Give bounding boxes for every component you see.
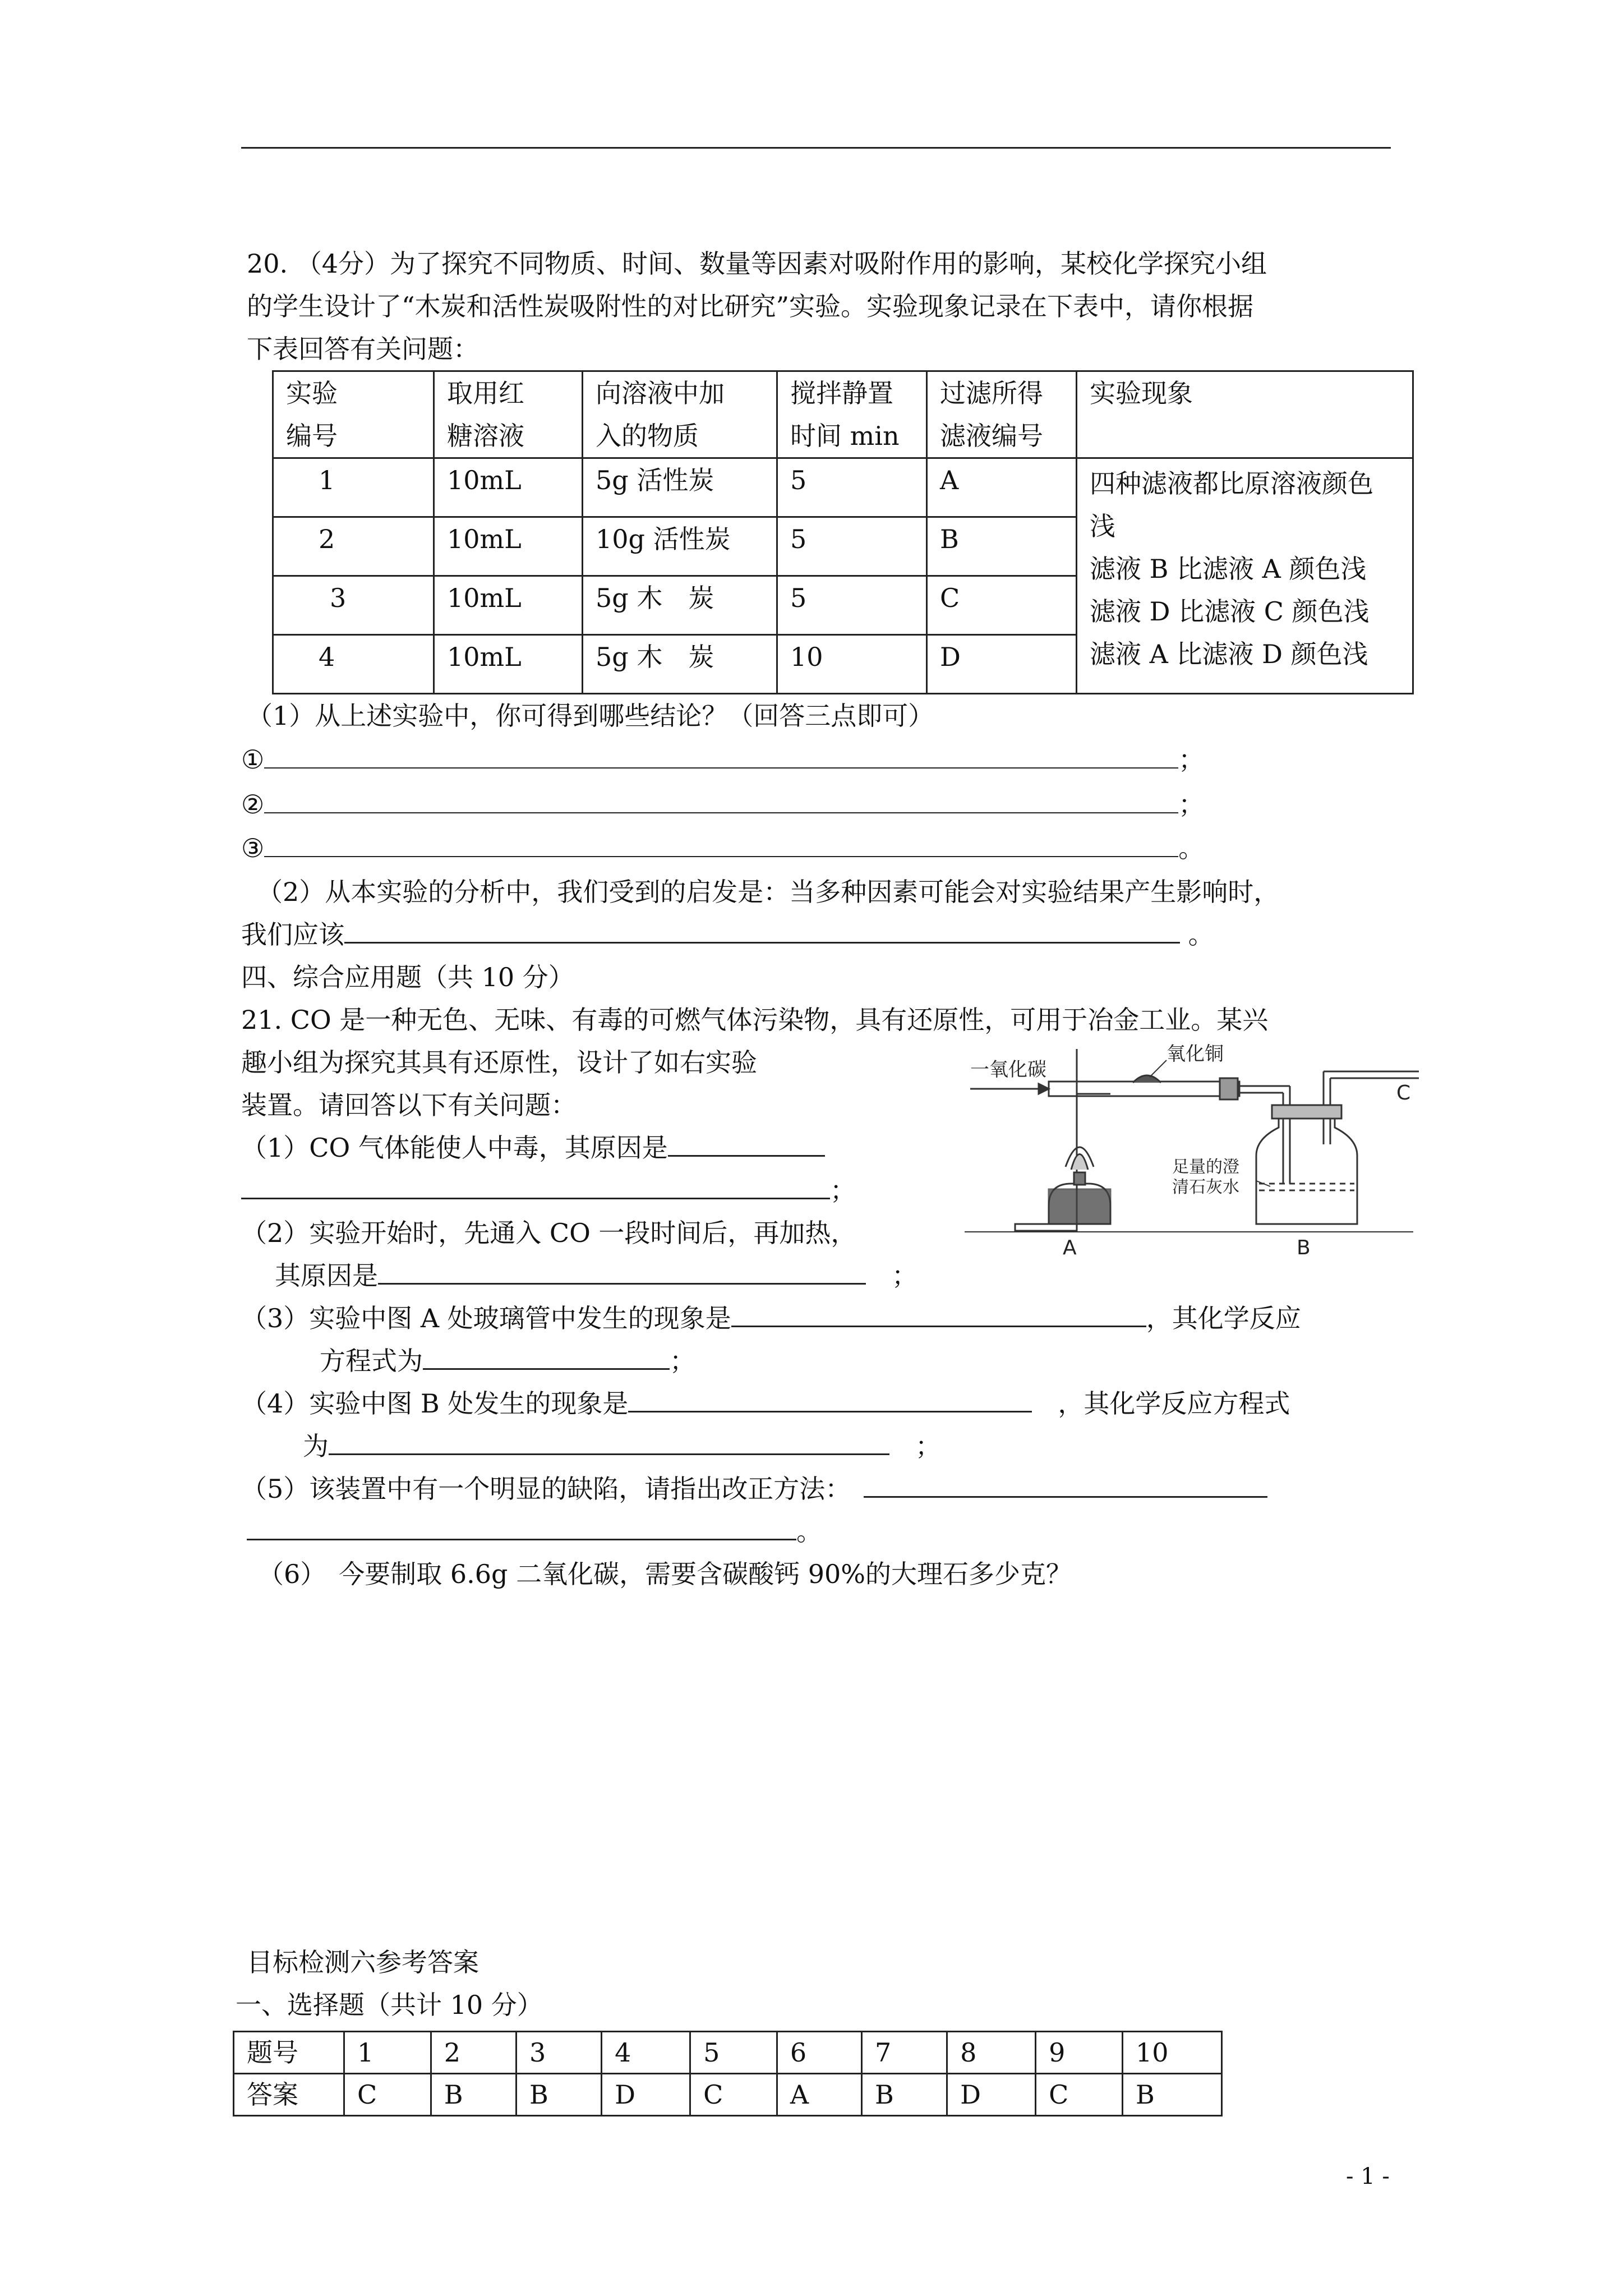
table-cell: 5 bbox=[777, 517, 927, 576]
answer-cell: C bbox=[690, 2074, 777, 2116]
q21-part3-line2: 方程式为 ； bbox=[320, 1346, 695, 1376]
stand-base bbox=[1015, 1224, 1077, 1231]
answer-key-title: 目标检测六参考答案 bbox=[247, 1947, 479, 1977]
q20-sub2-line2: 我们应该 。 bbox=[241, 919, 1214, 950]
answer-cell: 3 bbox=[516, 2032, 601, 2074]
table-cell: 10mL bbox=[434, 458, 583, 517]
table-cell: 5 bbox=[777, 458, 927, 517]
table-cell: 3 bbox=[273, 576, 434, 635]
conclusion-line-1: ① ； bbox=[241, 744, 1205, 775]
table-cell: 10mL bbox=[434, 517, 583, 576]
answer-cell: 6 bbox=[777, 2032, 861, 2074]
circled-two: ② bbox=[241, 789, 265, 820]
header-cell: 取用红 糖溶液 bbox=[434, 371, 583, 458]
answer-blank[interactable] bbox=[628, 1388, 1032, 1412]
header-cell: 过滤所得 滤液编号 bbox=[927, 371, 1077, 458]
q21-part5-line1: （5）该装置中有一个明显的缺陷，请指出改正方法： bbox=[241, 1467, 1267, 1510]
experiment-table bbox=[272, 370, 1414, 694]
table-cell: A bbox=[927, 458, 1077, 517]
q20-intro-line3: 下表回答有关问题： bbox=[247, 334, 479, 364]
table-cell: 10g 活性炭 bbox=[583, 517, 777, 576]
table-row bbox=[273, 458, 1413, 517]
answer-cell: B bbox=[1123, 2074, 1222, 2116]
table-cell: 10mL bbox=[434, 635, 583, 694]
phenomenon-line: 滤液 A 比滤液 D 颜色浅 bbox=[1090, 639, 1368, 669]
circled-one: ① bbox=[241, 744, 265, 775]
page-number: - 1 - bbox=[1346, 2164, 1390, 2189]
phenomenon-line: 四种滤液都比原溶液颜色 bbox=[1090, 468, 1373, 499]
q21-part1-continued: ； bbox=[241, 1169, 856, 1212]
co-reduction-apparatus-figure bbox=[965, 1043, 1424, 1257]
q20-intro-line1: 20. （4分）为了探究不同物质、时间、数量等因素对吸附作用的影响，某校化学探究小组 bbox=[247, 249, 1267, 279]
answer-cell: D bbox=[947, 2074, 1036, 2116]
answer-cell: C bbox=[1036, 2074, 1123, 2116]
answer-blank[interactable] bbox=[668, 1133, 825, 1157]
answer-cell: D bbox=[602, 2074, 690, 2116]
q21-intro-line2: 趣小组为探究其具有还原性，设计了如右实验 bbox=[241, 1047, 757, 1078]
answer-cell: B bbox=[516, 2074, 601, 2116]
header-cell: 向溶液中加 入的物质 bbox=[583, 371, 777, 458]
answer-blank[interactable] bbox=[241, 1175, 830, 1199]
q21-part1: （1）CO 气体能使人中毒，其原因是 bbox=[241, 1126, 825, 1169]
table-header-row bbox=[273, 371, 1413, 458]
limewater-label-line2: 清石灰水 bbox=[1172, 1177, 1239, 1197]
q21-part5-line2: 。 bbox=[247, 1510, 822, 1553]
conclusion-line-3: ③ 。 bbox=[241, 833, 1205, 863]
phenomena-cell bbox=[1077, 458, 1413, 694]
answer-blank[interactable] bbox=[864, 1474, 1267, 1498]
co-label: 一氧化碳 bbox=[970, 1059, 1046, 1081]
table-cell: 10mL bbox=[434, 576, 583, 635]
q21-intro-line3: 装置。请回答以下有关问题： bbox=[241, 1090, 577, 1120]
answer-section-one-heading: 一、选择题（共计 10 分） bbox=[236, 1990, 543, 2020]
answer-blank[interactable] bbox=[264, 790, 1178, 813]
table-cell: 4 bbox=[273, 635, 434, 694]
q20-sub1: （1）从上述实验中，你可得到哪些结论？（回答三点即可） bbox=[247, 701, 934, 731]
table-cell: 10 bbox=[777, 635, 927, 694]
answer-blank[interactable] bbox=[378, 1260, 866, 1285]
q21-part2-line2: 其原因是 ； bbox=[275, 1260, 917, 1291]
table-cell: D bbox=[927, 635, 1077, 694]
answer-blank[interactable] bbox=[423, 1346, 670, 1370]
phenomenon-line: 滤液 D 比滤液 C 颜色浅 bbox=[1090, 596, 1370, 627]
phenomenon-line: 浅 bbox=[1090, 511, 1115, 541]
answer-blank[interactable] bbox=[264, 745, 1178, 769]
section-four-heading: 四、综合应用题（共 10 分） bbox=[241, 962, 574, 992]
answer-cell: 4 bbox=[602, 2032, 690, 2074]
copper-oxide-label: 氧化铜 bbox=[1166, 1043, 1224, 1065]
answer-row-header: 题号 bbox=[234, 2032, 344, 2074]
answer-cell: A bbox=[777, 2074, 861, 2116]
answer-blank[interactable] bbox=[264, 834, 1178, 857]
table-cell: C bbox=[927, 576, 1077, 635]
answer-row-numbers bbox=[234, 2032, 1222, 2074]
q20-intro-line2: 的学生设计了“木炭和活性炭吸附性的对比研究”实验。实验现象记录在下表中，请你根据 bbox=[247, 291, 1254, 321]
q21-part2-line1: （2）实验开始时，先通入 CO 一段时间后，再加热， bbox=[241, 1218, 857, 1248]
q20-sub2-line1: （2）从本实验的分析中，我们受到的启发是：当多种因素可能会对实验结果产生影响时， bbox=[257, 877, 1280, 907]
answer-row-keys bbox=[234, 2074, 1222, 2116]
header-rule bbox=[241, 147, 1391, 149]
phenomenon-line: 滤液 B 比滤液 A 颜色浅 bbox=[1090, 554, 1367, 584]
answer-blank[interactable] bbox=[329, 1431, 889, 1455]
table-cell: 5g 木 炭 bbox=[583, 635, 777, 694]
label-b: B bbox=[1297, 1236, 1311, 1257]
q21-part4-line2: 为 ； bbox=[303, 1431, 941, 1461]
answer-blank[interactable] bbox=[731, 1303, 1146, 1327]
table-cell: 5g 木 炭 bbox=[583, 576, 777, 635]
q21-part3-line1: （3）实验中图 A 处玻璃管中发生的现象是 ，其化学反应 bbox=[241, 1303, 1301, 1333]
q21-part6: （6） 今要制取 6.6g 二氧化碳，需要含碳酸钙 90%的大理石多少克？ bbox=[258, 1559, 1072, 1589]
circled-three: ③ bbox=[241, 833, 265, 863]
answer-cell: C bbox=[344, 2074, 431, 2116]
answer-cell: 2 bbox=[431, 2032, 516, 2074]
answer-blank[interactable] bbox=[247, 1516, 796, 1540]
table-cell: 2 bbox=[273, 517, 434, 576]
answer-table bbox=[233, 2031, 1223, 2116]
table-cell: 5g 活性炭 bbox=[583, 458, 777, 517]
table-cell: 5 bbox=[777, 576, 927, 635]
label-c: C bbox=[1396, 1082, 1411, 1105]
answer-row-header: 答案 bbox=[234, 2074, 344, 2116]
answer-cell: B bbox=[431, 2074, 516, 2116]
answer-cell: 1 bbox=[344, 2032, 431, 2074]
label-a: A bbox=[1063, 1236, 1077, 1257]
header-cell: 实验 编号 bbox=[273, 371, 434, 458]
table-cell: 1 bbox=[273, 458, 434, 517]
answer-cell: 10 bbox=[1123, 2032, 1222, 2074]
q21-part4-line1: （4）实验中图 B 处发生的现象是 ，其化学反应方程式 bbox=[241, 1388, 1290, 1419]
answer-cell: 8 bbox=[947, 2032, 1036, 2074]
table-cell: B bbox=[927, 517, 1077, 576]
conclusion-line-2: ② ； bbox=[241, 789, 1205, 820]
answer-cell: 7 bbox=[861, 2032, 947, 2074]
answer-cell: 5 bbox=[690, 2032, 777, 2074]
answer-cell: 9 bbox=[1036, 2032, 1123, 2074]
answer-blank[interactable] bbox=[344, 919, 1180, 944]
header-cell: 搅拌静置 时间 min bbox=[777, 371, 927, 458]
header-cell: 实验现象 bbox=[1077, 371, 1413, 458]
limewater-label-line1: 足量的澄 bbox=[1172, 1157, 1239, 1177]
q21-intro-line1: 21. CO 是一种无色、无味、有毒的可燃气体污染物，具有还原性，可用于冶金工业。某兴 bbox=[241, 1005, 1269, 1035]
answer-cell: B bbox=[861, 2074, 947, 2116]
